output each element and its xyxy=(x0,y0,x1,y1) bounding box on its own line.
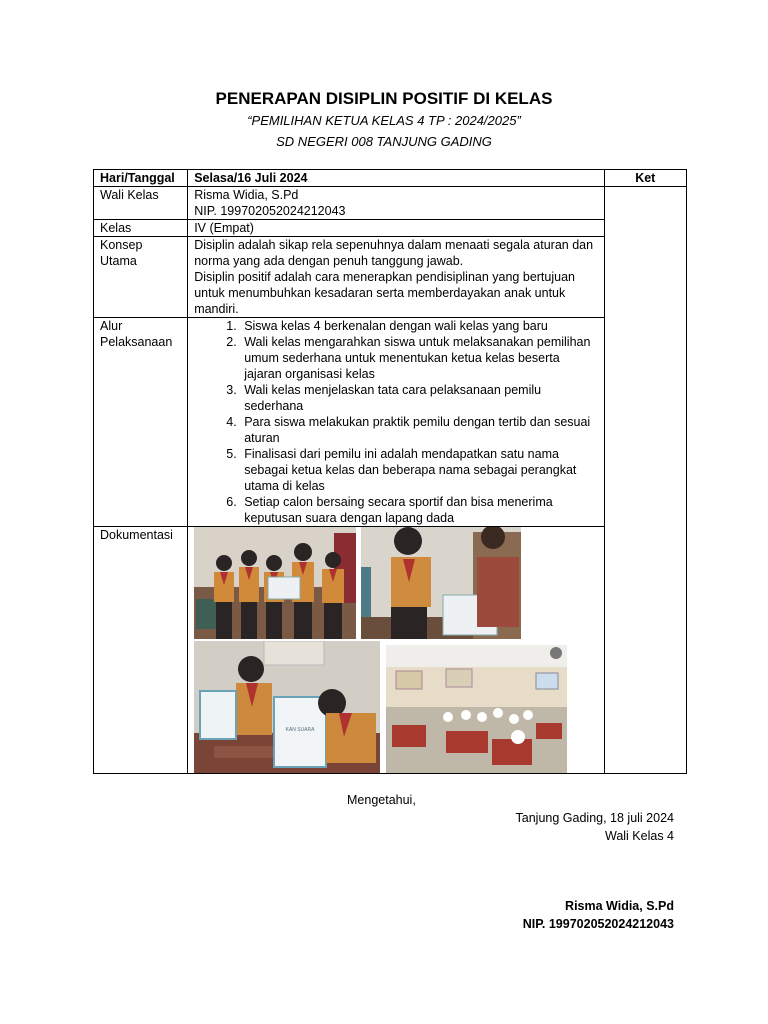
list-item: 5. Finalisasi dari pemilu ini adalah mendapatkan satu nama sebagai ketua kelas dan beberapa nama sebagai perangkat utama di kelas xyxy=(240,446,597,494)
photo-voting-booth-image xyxy=(194,641,380,773)
photo-voting-box xyxy=(361,527,521,639)
konsep-paragraph-2: Disiplin positif adalah cara menerapkan pendisiplinan yang bertujuan untuk menumbuhkan kesadaran serta memberdayakan anak untuk mandiri. xyxy=(194,270,575,316)
konsep-value xyxy=(188,237,604,318)
table-row-konsep xyxy=(94,237,687,318)
photo-classroom xyxy=(386,645,567,773)
footer-signer: Risma Widia, S.Pd xyxy=(565,899,674,913)
photo-voting-booth xyxy=(194,641,380,773)
list-item: 3. Wali kelas menjelaskan tata cara pelaksanaan pemilu sederhana xyxy=(240,382,597,414)
list-item: 6. Setiap calon bersaing secara sportif dan bisa menerima keputusan suara dengan lapang dada xyxy=(240,494,597,526)
photo-students-line-image xyxy=(194,527,356,639)
wali-value xyxy=(188,187,604,220)
page-title: PENERAPAN DISIPLIN POSITIF DI KELAS xyxy=(215,89,553,108)
header-ket: Ket xyxy=(604,170,686,187)
table-row-wali xyxy=(94,187,687,220)
alur-label: Alur Pelaksanaan xyxy=(94,318,188,527)
wali-name: Risma Widia, S.Pd xyxy=(194,188,299,202)
table-header-row xyxy=(94,170,687,187)
ket-cell xyxy=(604,187,686,774)
wali-nip: NIP. 199702052024212043 xyxy=(194,204,346,218)
list-item: 1. Siswa kelas 4 berkenalan dengan wali kelas yang baru xyxy=(240,318,597,334)
activity-table xyxy=(93,169,687,774)
kelas-label: Kelas xyxy=(94,220,188,237)
table-row-alur xyxy=(94,318,687,527)
footer-place-date: Tanjung Gading, 18 juli 2024 xyxy=(515,811,674,825)
kelas-value: IV (Empat) xyxy=(188,220,604,237)
header-day: Hari/Tanggal xyxy=(94,170,188,187)
school-name: SD NEGERI 008 TANJUNG GADING xyxy=(276,134,492,149)
konsep-label: Konsep Utama xyxy=(94,237,188,318)
footer-signer-nip: NIP. 199702052024212043 xyxy=(522,917,674,931)
footer-mengetahui: Mengetahui, xyxy=(347,793,416,807)
table-row-kelas xyxy=(94,220,687,237)
alur-steps-list xyxy=(194,318,597,526)
photo-students-line xyxy=(194,527,356,639)
alur-value xyxy=(188,318,604,527)
footer-role: Wali Kelas 4 xyxy=(604,829,674,843)
photo-classroom-image xyxy=(386,645,567,773)
page-subtitle: “PEMILIHAN KETUA KELAS 4 TP : 2024/2025” xyxy=(247,113,521,128)
konsep-paragraph-1: Disiplin adalah sikap rela sepenuhnya dalam menaati segala aturan dan norma yang ada dengan penuh tanggung jawab. xyxy=(194,238,594,268)
dok-photos xyxy=(188,527,604,774)
dok-label: Dokumentasi xyxy=(94,527,188,774)
wali-label: Wali Kelas xyxy=(94,187,188,220)
table-row-dokumentasi xyxy=(94,527,687,774)
header-date: Selasa/16 Juli 2024 xyxy=(188,170,604,187)
ballot-box-label: KAN SUARA xyxy=(285,727,315,733)
photo-voting-box-image xyxy=(361,527,521,639)
list-item: 4. Para siswa melakukan praktik pemilu dengan tertib dan sesuai aturan xyxy=(240,414,597,446)
list-item: 2. Wali kelas mengarahkan siswa untuk melaksanakan pemilihan umum sederhana untuk menentukan ketua kelas beserta jajaran organisasi kelas xyxy=(240,334,597,382)
